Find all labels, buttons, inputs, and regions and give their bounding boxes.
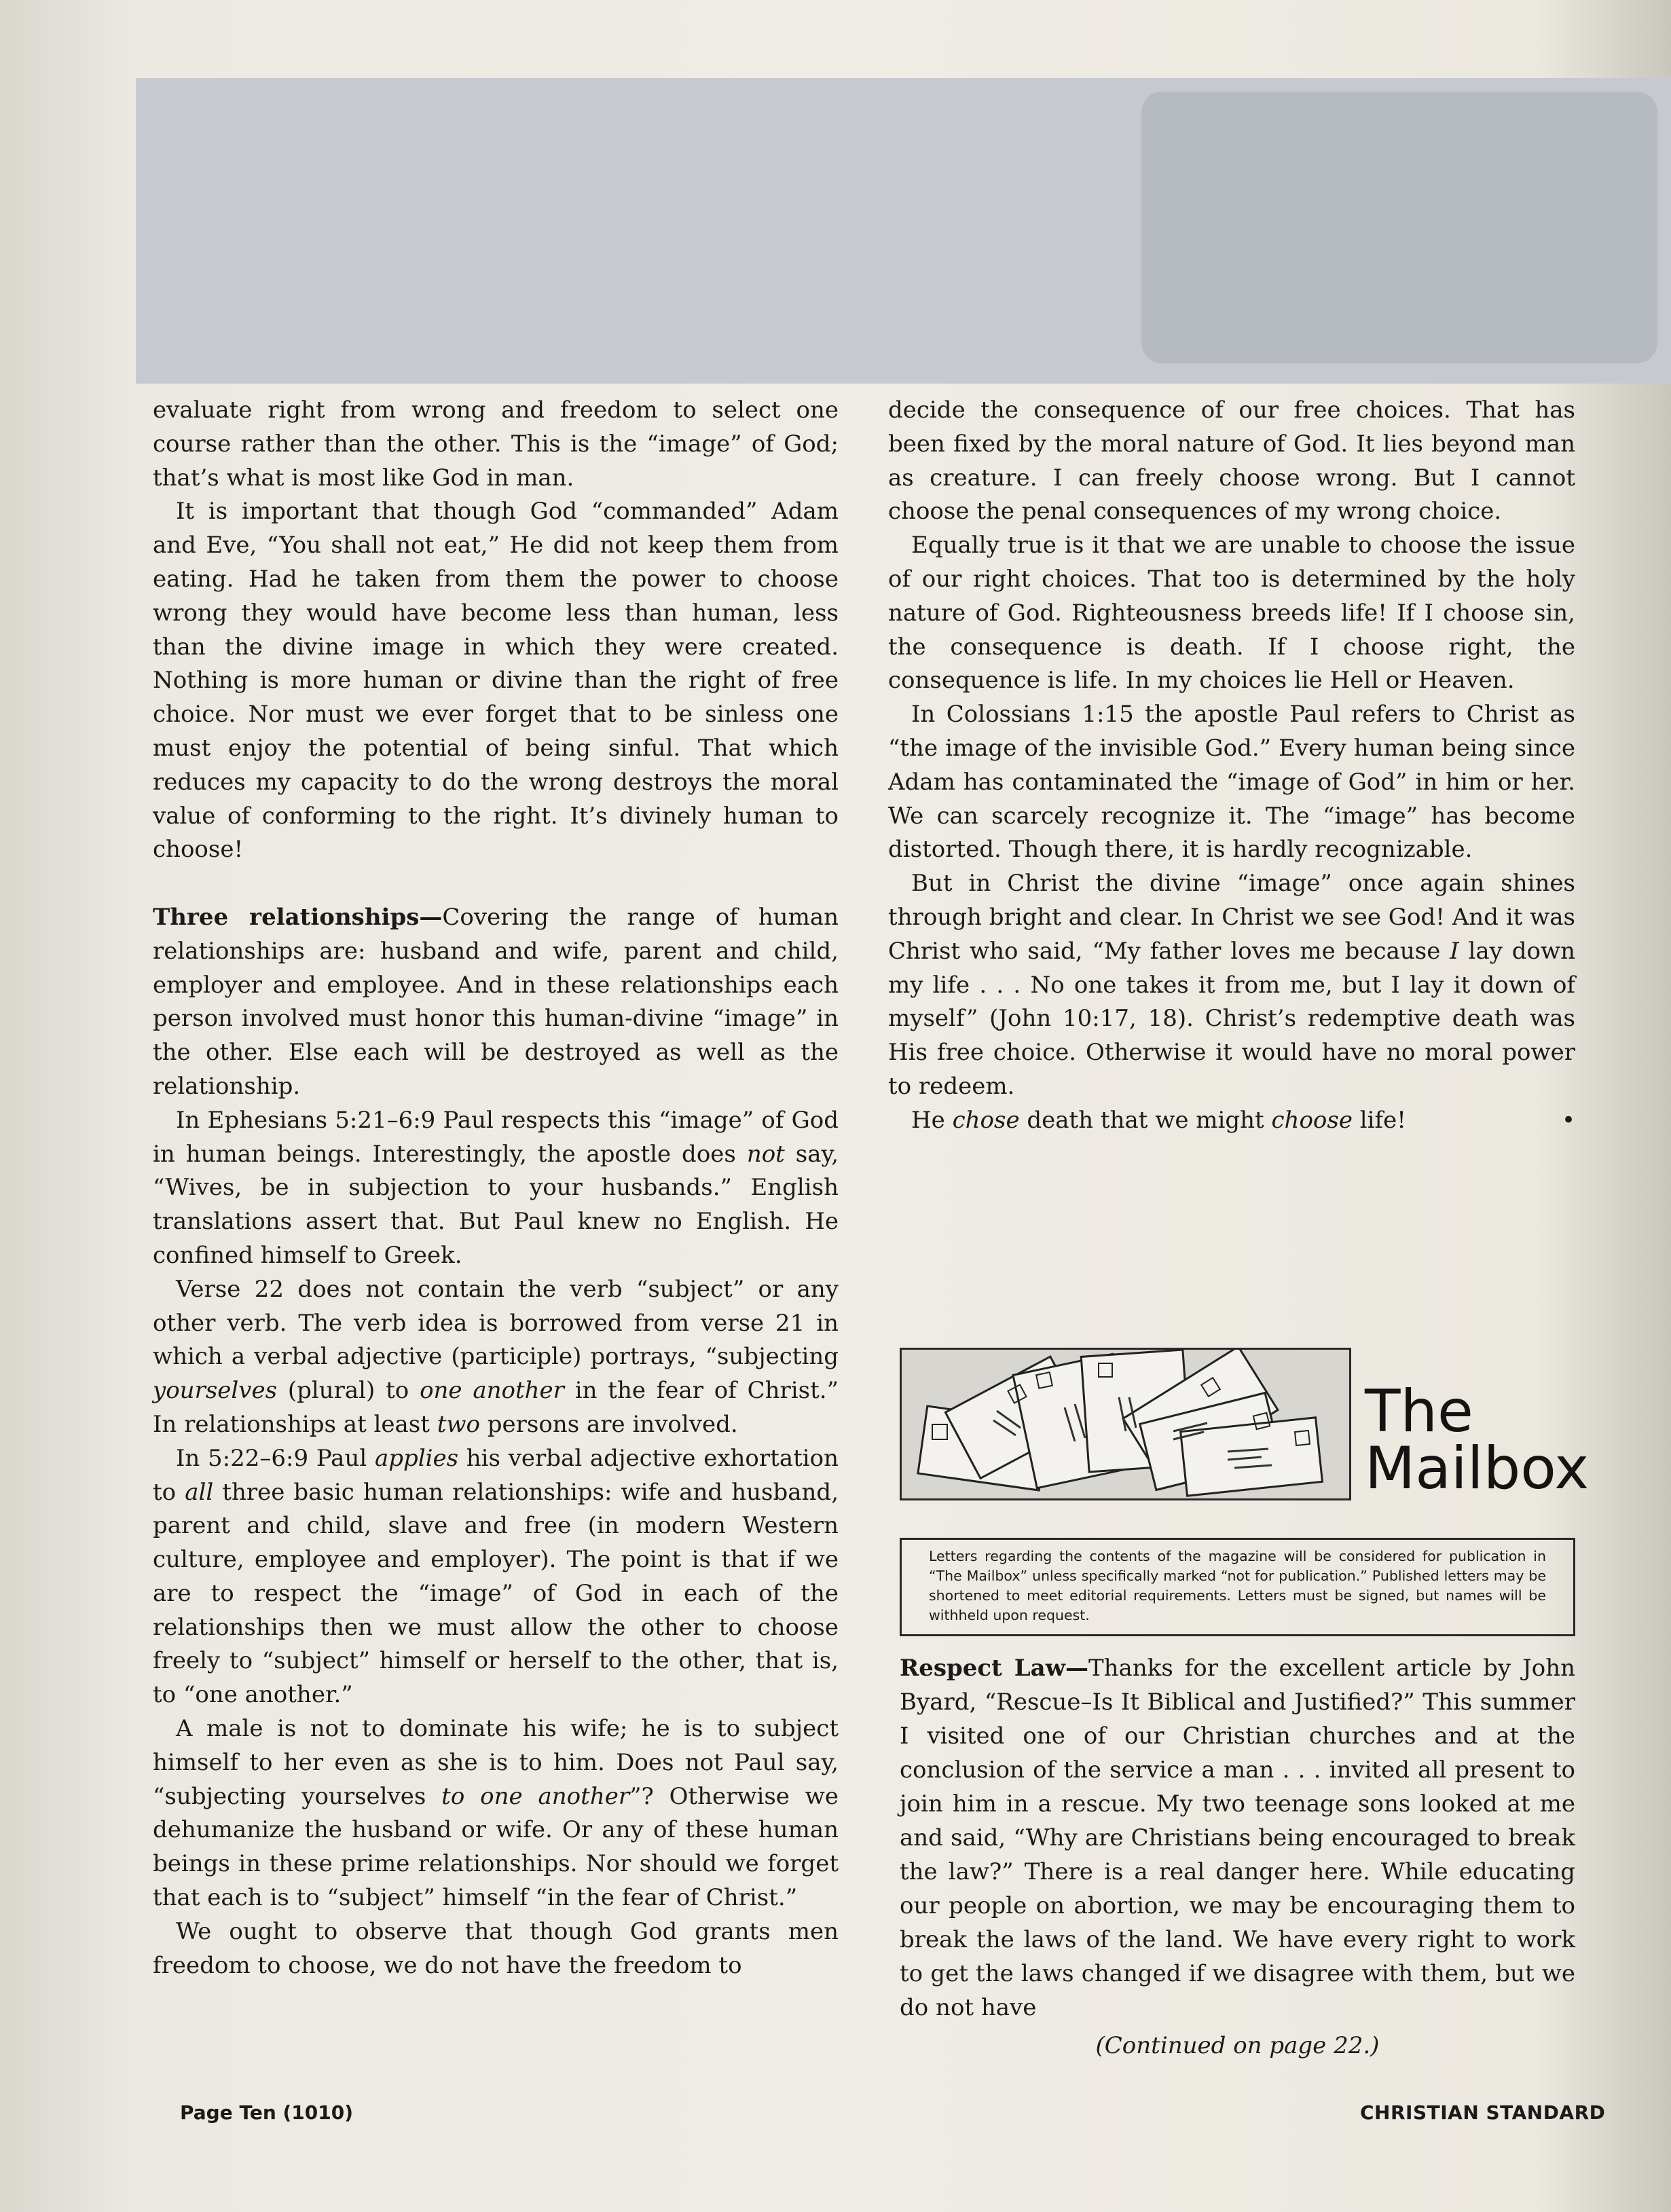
- text-run: A male is not to dominate his wife; he is to subject himself to her even as she is to him. Does not Paul say, “subjecting yourselves: [153, 1715, 839, 1810]
- text-run: Verse 22 does not contain the verb “subject” or any other verb. The verb idea is borrowed from verse 21 in which a verbal adjective (participle) portrays, “subjecting: [153, 1275, 839, 1371]
- text-run: in the fear of Christ.” In relationships at least: [153, 1377, 839, 1438]
- header-banner: [136, 78, 1671, 384]
- heading-dash: —: [419, 903, 443, 931]
- envelopes-illustration: [900, 1348, 1351, 1500]
- text-run: say, “Wives, be in subjection to your husbands.” English translations assert that. But Paul knew no English. He confined himself to Greek.: [153, 1140, 839, 1269]
- paragraph: [153, 1712, 839, 1915]
- mailbox-notice: Letters regarding the contents of the magazine will be considered for publication in “The Mailbox” unless specifically marked “not for publication.” Published letters may be shortened to meet editorial requirements. Letters must be signed, but names will be withheld upon request.: [900, 1538, 1575, 1636]
- paragraph-section-head: [153, 901, 839, 1104]
- paragraph: [888, 867, 1575, 1104]
- paragraph: evaluate right from wrong and freedom to select one course rather than the other. This is the “image” of God; that’s what is most like God in man.: [153, 397, 839, 492]
- emphasis: not: [746, 1140, 785, 1168]
- letter-paragraph: [900, 1651, 1575, 2025]
- section-heading: Three relationships: [153, 903, 420, 931]
- paragraph: In Colossians 1:15 the apostle Paul refers to Christ as “the image of the invisible God.” Every human being since Adam has contaminated the “image of God” in him or her. We can scarcely recognize it. The “image” has become distorted. Though there, it is hardly recognizable.: [888, 701, 1575, 864]
- letter: [900, 1651, 1575, 2025]
- text-run: lay down my life . . . No one takes it from me, but I lay it down of myself” (John 10:17, 18). Christ’s redemptive death was His free choice. Otherwise it would have no moral power to redeem.: [888, 937, 1575, 1100]
- emphasis: yourselves: [153, 1377, 278, 1405]
- letter-heading: Respect Law: [900, 1655, 1065, 1682]
- emphasis: choose: [1271, 1106, 1353, 1134]
- paragraph: We ought to observe that though God grants men freedom to choose, we do not have the freedom to: [153, 1917, 839, 1979]
- text-run: his verbal adjective exhortation to: [153, 1444, 839, 1506]
- mailbox-title-line1: The: [1365, 1378, 1473, 1445]
- text-run: He: [911, 1106, 953, 1134]
- text-run: ”? Otherwise we dehumanize the husband or wife. Or any of these human beings in these prime relationships. Nor should we forget that each is to “subject” himself “in the fear of Christ.”: [153, 1782, 839, 1912]
- left-column: [153, 394, 839, 1983]
- text-run: But in Christ the divine “image” once again shines through bright and clear. In Christ we see God! And it was Christ who said, “My father loves me because: [888, 870, 1575, 965]
- emphasis: I: [1450, 937, 1459, 965]
- closing-line: [888, 1104, 1575, 1138]
- page-number-footer: Page Ten (1010): [180, 2101, 354, 2124]
- text-run: persons are involved.: [479, 1410, 738, 1438]
- emphasis: chose: [952, 1106, 1020, 1134]
- emphasis: two: [437, 1410, 480, 1438]
- text-run: death that we might: [1019, 1106, 1272, 1134]
- mailbox-header: [900, 1348, 1590, 1503]
- right-column: [888, 394, 1575, 1138]
- paragraph: [153, 1442, 839, 1712]
- emphasis: all: [185, 1478, 214, 1506]
- paragraph: It is important that though God “commanded” Adam and Eve, “You shall not eat,” He did not keep them from eating. Had he taken from them the power to choose wrong they would have become less than human, less than the divine image in which they were created. Nothing is more human or divine than the right of free choice. Nor must we ever forget that to be sinless one must enjoy the potential of being sinful. That which reduces my capacity to do the wrong destroys the moral value of conforming to the right. It’s divinely human to choose!: [153, 498, 839, 864]
- text-run: In Ephesians 5:21–6:9 Paul respects this “image” of God in human beings. Interestingly, the apostle does: [153, 1106, 839, 1168]
- paragraph-text: Covering the range of human relationships are: husband and wife, parent and child, employer and employee. And in these relationships each person involved must honor this human-divine “image” in the other. Else each will be destroyed as well as the relationship.: [153, 903, 839, 1100]
- continued-note: (Continued on page 22.): [1095, 2032, 1380, 2059]
- closing-text: [888, 1104, 1406, 1138]
- text-run: three basic human relationships: wife and husband, parent and child, slave and free (in modern Western culture, employee and employer). The point is that if we are to respect the “image” of God in each of the relationships then we must allow the other to choose freely to “subject” himself or herself to the other, that is, to “one another.”: [153, 1478, 839, 1709]
- paragraph: Equally true is it that we are unable to choose the issue of our right choices. That too is determined by the holy nature of God. Righteousness breeds life! If I choose sin, the consequence is death. If I choose right, the consequence is life. In my choices lie Hell or Heaven.: [888, 532, 1575, 695]
- mailbox-title: [1365, 1378, 1590, 1503]
- heading-dash: —: [1065, 1655, 1088, 1682]
- mailbox-title-line2: Mailbox: [1365, 1435, 1590, 1503]
- text-run: In 5:22–6:9 Paul: [176, 1444, 375, 1472]
- emphasis: applies: [374, 1444, 459, 1472]
- end-mark: •: [1561, 1106, 1575, 1134]
- emphasis: to one another: [441, 1782, 630, 1810]
- letter-text: Thanks for the excellent article by John Byard, “Rescue–Is It Biblical and Justified?” This summer I visited one of our Christian churches and at the conclusion of the service a man . . . invited all present to join him in a rescue. My two teenage sons looked at me and said, “Why are Christians being encouraged to break the law?” There is a real danger here. While educating our people on abortion, we may be encouraging them to break the laws of the land. We have every right to work to get the laws changed if we disagree with them, but we do not have: [900, 1655, 1576, 2021]
- paragraph: decide the consequence of our free choices. That has been fixed by the moral nature of God. It lies beyond man as creature. I can freely choose wrong. But I cannot choose the penal consequences of my wrong choice.: [888, 397, 1575, 526]
- publication-name-footer: CHRISTIAN STANDARD: [1360, 2101, 1606, 2124]
- paragraph: [153, 1273, 839, 1442]
- faded-header-title: [1141, 92, 1657, 363]
- paragraph: [153, 1104, 839, 1273]
- envelopes-icon: [902, 1350, 1349, 1498]
- text-run: (plural) to: [277, 1377, 420, 1405]
- emphasis: one another: [420, 1377, 564, 1405]
- text-run: life!: [1352, 1106, 1406, 1134]
